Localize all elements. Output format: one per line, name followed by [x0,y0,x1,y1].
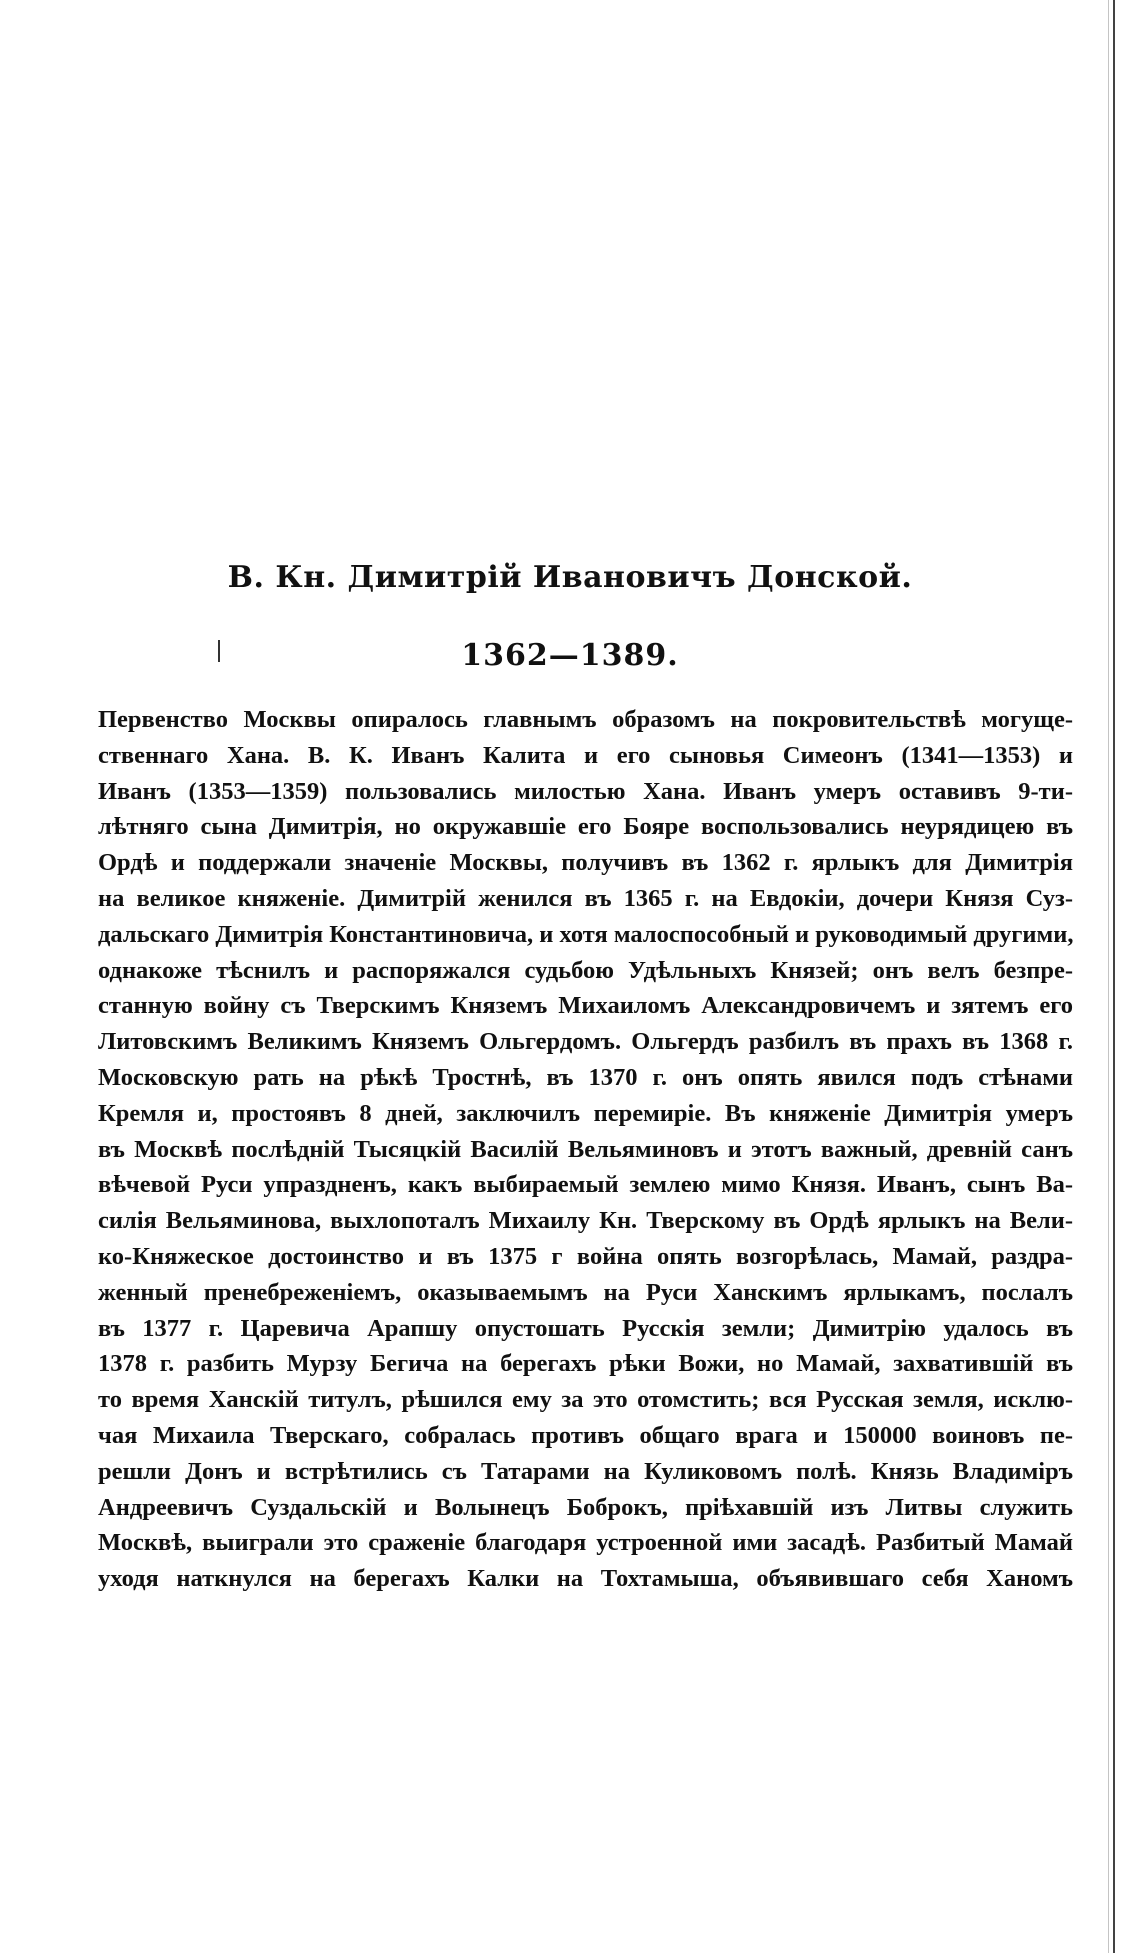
text-line: женный пренебреженіемъ, оказываемымъ на Руси Ханскимъ ярлыкамъ, послалъ [98,1278,1073,1306]
chapter-years: 1362—1389. [461,638,679,673]
text-line: уходя наткнулся на берегахъ Калки на Тохтамыша, объявившаго себя Ханомъ [98,1565,1073,1593]
text-line: въ 1377 г. Царевича Арапшу опустошать Русскія земли; Димитрію удалось въ [98,1314,1073,1342]
text-line: Кремля и, простоявъ 8 дней, заключилъ перемиріе. Въ княженіе Димитрія умеръ [98,1099,1073,1127]
text-line: силія Вельяминова, выхлопоталъ Михаилу Кн. Тверскому въ Ордѣ ярлыкъ на Вели- [98,1207,1073,1235]
text-line: 1378 г. разбить Мурзу Бегича на берегахъ рѣки Вожи, но Мамай, захватившій въ [98,1350,1073,1378]
text-line: Первенство Москвы опиралось главнымъ образомъ на покровительствѣ могуще- [98,706,1073,733]
text-line: однакоже тѣснилъ и распоряжался судьбою Удѣльныхъ Князей; онъ велъ безпре- [98,956,1073,984]
text-line: въ Москвѣ послѣдній Тысяцкій Василій Вельяминовъ и этотъ важный, древній санъ [98,1135,1073,1163]
text-line: Москвѣ, выиграли это сраженіе благодаря устроенной ими засадѣ. Разбитый Мамай [98,1529,1073,1557]
text-line: ственнаго Хана. В. К. Иванъ Калита и его сыновья Симеонъ (1341—1353) и [98,741,1073,769]
text-line: решли Донъ и встрѣтились съ Татарами на Куликовомъ полѣ. Князь Владиміръ [98,1457,1073,1485]
page-edge-line [1113,0,1115,1953]
text-line: Иванъ (1353—1359) пользовались милостью Хана. Иванъ умеръ оставивъ 9-ти- [98,777,1073,805]
text-line: Ордѣ и поддержали значеніе Москвы, получивъ въ 1362 г. ярлыкъ для Димитрія [98,849,1073,877]
text-line: на великое княженіе. Димитрій женился въ 1365 г. на Евдокіи, дочери Князя Суз- [98,884,1073,912]
text-line: лѣтняго сына Димитрія, но окружавшіе его Бояре воспользовались неурядицею въ [98,813,1073,841]
page-edge-shadow [1108,0,1109,1953]
text-line: станную войну съ Тверскимъ Княземъ Михаиломъ Александровичемъ и зятемъ его [98,992,1073,1020]
text-line: чая Михаила Тверскаго, собралась противъ общаго врага и 150000 воиновъ пе- [98,1421,1073,1449]
text-line: дальскаго Димитрія Константиновича, и хотя малоспособный и руководимый другими, [98,920,1074,948]
text-line: Московскую рать на рѣкѣ Тростнѣ, въ 1370 г. онъ опять явился подъ стѣнами [98,1063,1073,1091]
text-line: вѣчевой Руси упраздненъ, какъ выбираемый землею мимо Князя. Иванъ, сынъ Ва- [98,1171,1073,1199]
text-line: ко-Княжеское достоинство и въ 1375 г война опять возгорѣлась, Мамай, раздра- [98,1242,1073,1270]
text-line: то время Ханскій титулъ, рѣшился ему за это отомстить; вся Русская земля, исклю- [98,1386,1073,1414]
text-line: Литовскимъ Великимъ Княземъ Ольгердомъ. Ольгердъ разбилъ въ прахъ въ 1368 г. [98,1028,1073,1056]
chapter-title: В. Кн. Димитрій Ивановичъ Донской. [227,560,913,595]
body-paragraph [98,702,1073,1597]
text-line: Андреевичъ Суздальскій и Волынецъ Боброкъ, пріѣхавшій изъ Литвы служить [98,1493,1073,1521]
